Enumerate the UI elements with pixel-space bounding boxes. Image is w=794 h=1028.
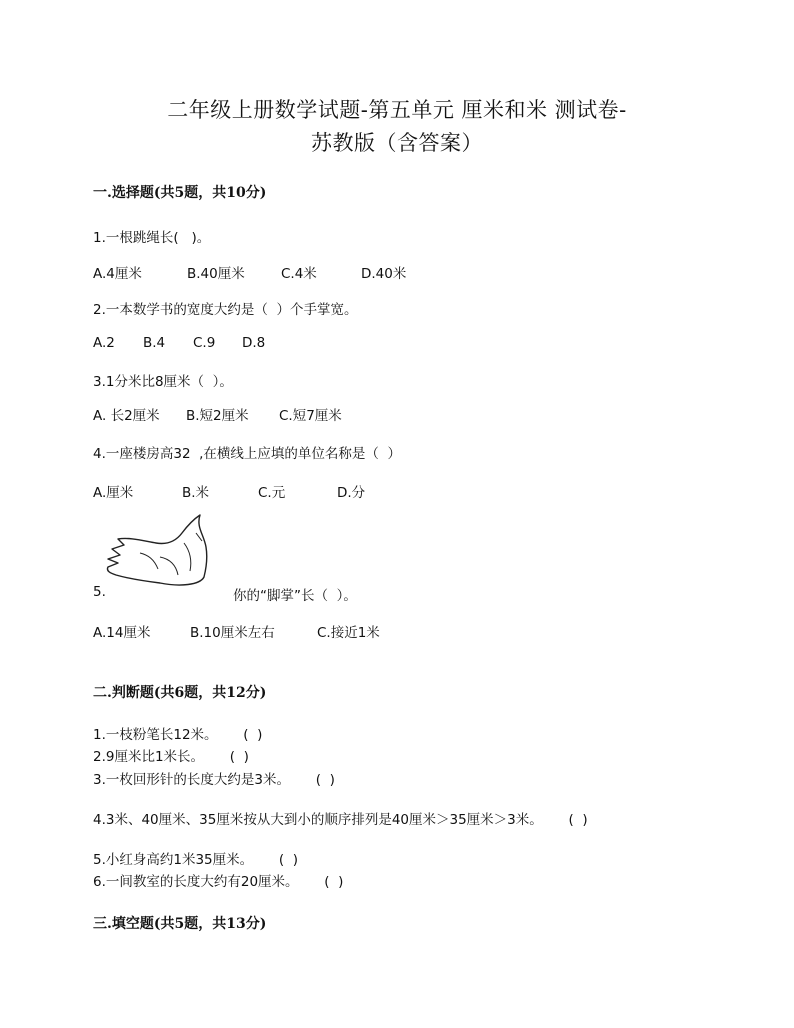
q4-option-b: B.米	[182, 485, 210, 501]
section2-heading: 二.判断题(共6题，共12分)	[93, 685, 267, 701]
section3-heading: 三.填空题(共5题，共13分)	[93, 916, 267, 932]
q3-option-a: A. 长2厘米	[93, 408, 160, 424]
q2-options	[93, 335, 265, 351]
section1-heading: 一.选择题(共5题，共10分)	[93, 185, 267, 201]
q2-option-d: D.8	[242, 335, 266, 351]
q4-stem: 4.一座楼房高32 ,在横线上应填的单位名称是（ ）	[93, 446, 402, 462]
q3-stem: 3.1分米比8厘米（ ）。	[93, 374, 233, 390]
q1-options	[93, 262, 406, 282]
page-title-line1: 二年级上册数学试题-第五单元 厘米和米 测试卷-	[167, 98, 627, 122]
judge-item-6: 6.一间教室的长度大约有20厘米。 ( )	[93, 874, 344, 890]
q3-options	[93, 404, 342, 424]
q4-option-a: A.厘米	[93, 485, 134, 501]
q5-option-a: A.14厘米	[93, 625, 151, 641]
foot-sketch-icon	[100, 513, 220, 591]
q2-stem: 2.一本数学书的宽度大约是（ ）个手掌宽。	[93, 302, 358, 318]
q4-option-d: D.分	[337, 485, 366, 501]
q5-options	[93, 621, 380, 641]
q3-option-c: C.短7厘米	[279, 408, 342, 424]
q1-option-b: B.40厘米	[187, 266, 245, 282]
judge-item-2: 2.9厘米比1米长。 ( )	[93, 749, 249, 765]
q5-stem: 你的“脚掌”长（ ）。	[233, 588, 357, 604]
q1-stem: 1.一根跳绳长( )。	[93, 230, 211, 246]
judge-item-3: 3.一枚回形针的长度大约是3米。 ( )	[93, 772, 335, 788]
q1-option-a: A.4厘米	[93, 266, 142, 282]
q2-option-b: B.4	[143, 335, 166, 351]
judge-item-4: 4.3米、40厘米、35厘米按从大到小的顺序排列是40厘米＞35厘米＞3米。 ( )	[93, 812, 588, 828]
judge-item-5: 5.小红身高约1米35厘米。 ( )	[93, 852, 299, 868]
q4-options	[93, 481, 365, 501]
q3-option-b: B.短2厘米	[186, 408, 249, 424]
q2-option-a: A.2	[93, 335, 115, 351]
q1-option-d: D.40米	[361, 266, 407, 282]
judge-item-1: 1.一枝粉笔长12米。 ( )	[93, 727, 263, 743]
q2-option-c: C.9	[193, 335, 216, 351]
q4-option-c: C.元	[258, 485, 286, 501]
q5-option-b: B.10厘米左右	[190, 625, 275, 641]
q1-option-c: C.4米	[281, 266, 317, 282]
page-title-line2: 苏教版（含答案）	[311, 131, 483, 155]
q5-number: 5.	[93, 584, 106, 600]
q5-option-c: C.接近1米	[317, 625, 380, 641]
